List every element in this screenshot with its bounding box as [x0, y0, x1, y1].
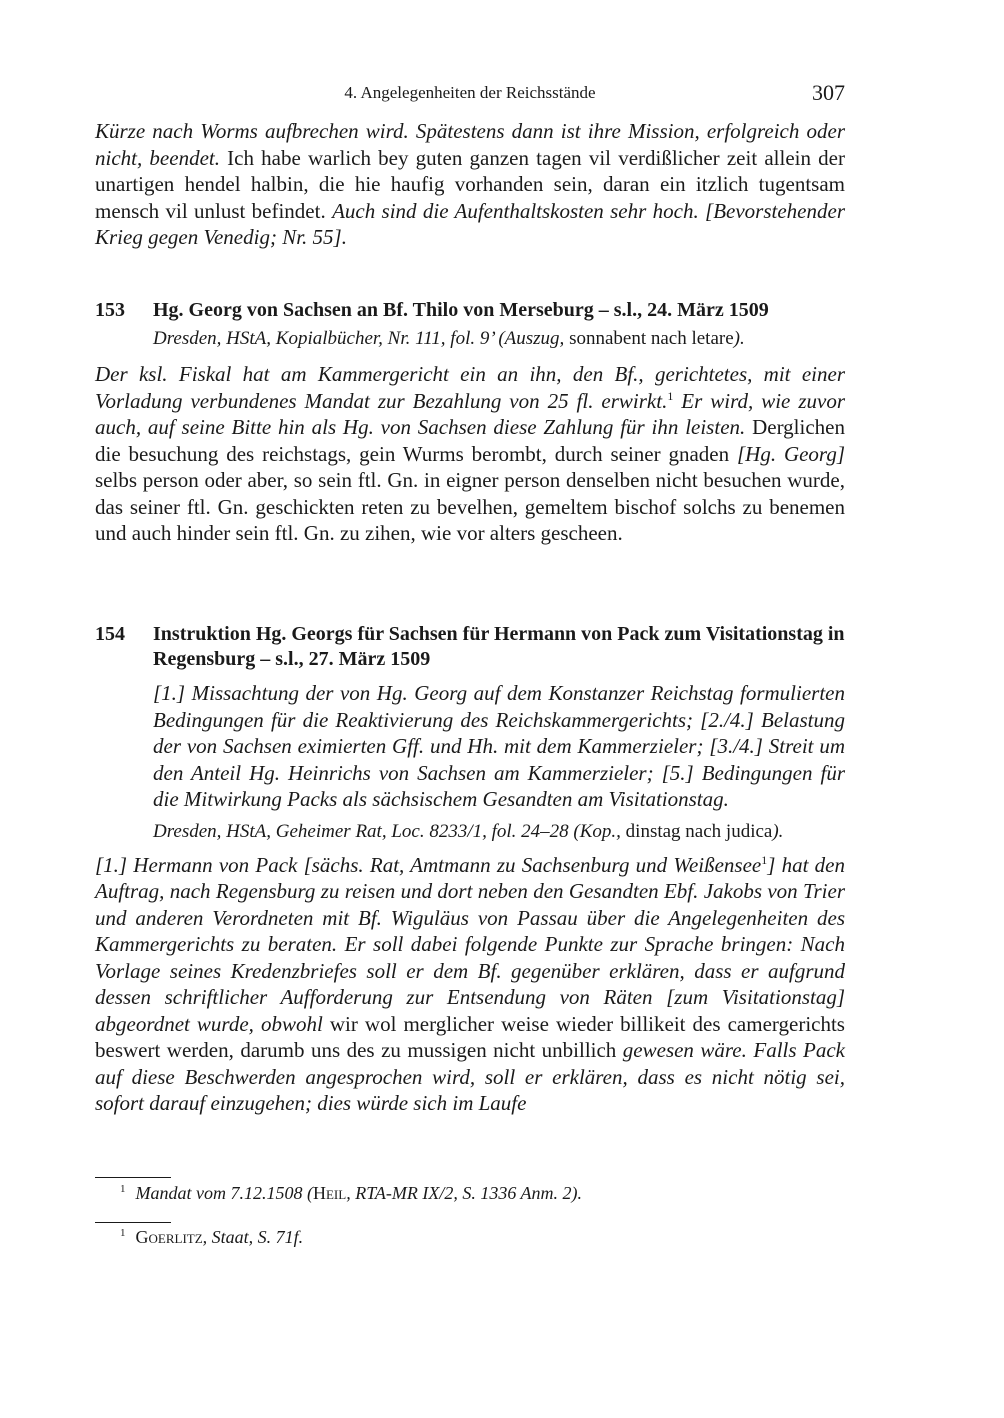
footnote-marker[interactable]: 1: [761, 852, 768, 867]
footnote-marker[interactable]: 1: [667, 388, 674, 403]
page-number: 307: [812, 80, 845, 105]
document-number: 153: [95, 299, 125, 321]
document-title: Instruktion Hg. Georgs für Sachsen für Hermann von Pack zum Visitationstag in Regensburg – s.l., 27. März 1509: [153, 623, 845, 670]
text-italic: Kürze nach Worms aufbrechen wird. Spätestens dann ist ihre Mission, erfolgreich oder nicht, beendet.: [95, 119, 845, 170]
source-reference: Dresden, HStA, Geheimer Rat, Loc. 8233/1, fol. 24–28 (Kop., dinstag nach judica).: [153, 820, 784, 842]
footnote-2: $^1$ Goerlitz, Staat, S. 71f.: [120, 1227, 304, 1247]
text-quote: Ich habe warlich bey guten ganzen tagen vil verdißlicher zeit allein der unartigen hendel halbin, die hie haufig vorhanden sein, daran ein itzlich tugentsam mensch vil unlust befindet.: [95, 145, 845, 223]
document-title: Hg. Georg von Sachsen an Bf. Thilo von Merseburg – s.l., 24. März 1509: [153, 299, 769, 321]
continuation-paragraph: [95, 118, 845, 251]
footnote-number: 1: [120, 1183, 126, 1195]
chapter-title: 4. Angelegenheiten der Reichsstände: [344, 83, 596, 102]
document-number: 154: [95, 623, 125, 645]
regest-summary: [1.] Missachtung der von Hg. Georg auf dem Konstanzer Reichstag formulierten Bedingungen für die Reaktivierung des Reichskammergerichts; [2./4.] Belastung der von Sachsen eximierten Gff. und Hh. mit dem Kammerzieler; [3./4.] Streit um den Anteil Hg. Heinrichs von Sachsen am Kammerzieler; [5.] Bedingungen für die Mitwirkung Packs als sächsischem Gesandten am Visitationstag.: [153, 681, 845, 811]
text-italic: Auch sind die Aufenthaltskosten sehr hoch. [Bevorstehender Krieg gegen Venedig; Nr. 55].: [95, 198, 845, 249]
source-reference: Dresden, HStA, Kopialbücher, Nr. 111, fol. 9’ (Auszug, sonnabent nach letare).: [153, 328, 745, 349]
running-head: [95, 80, 845, 106]
document-body: [1.] Hermann von Pack [sächs. Rat, Amtmann zu Sachsenburg und Weißensee$^1$] hat den Auftrag, nach Regensburg zu reisen und dort neben den Gesandten Ebf. Jakobs von Trier und anderen Verordneten mit Bf. Wiguläus von Passau über die Angelegenheiten des Kammergerichts zu beraten. Er soll dabei folgende Punkte zur Sprache bringen: Nach Vorlage seines Kredenzbriefes soll er dem Bf. gegenüber erklären, dass er aufgrund dessen schriftlicher Aufforderung zur Entsendung von Räten [zum Visitationstag] abgeordnet wurde, obwohl wir wol merglicher weise wieder billikeit des camergerichts beswert werden, darumb uns des zu mussigen nicht unbillich gewesen wäre. Falls Pack auf diese Beschwerden angesprochen wird, soll er erklären, dass es nicht nötig sei, sofort darauf einzugehen; dies würde sich im Laufe: [95, 852, 845, 1115]
footnote-rule: [95, 1222, 171, 1223]
footnote-number: 1: [120, 1227, 126, 1239]
document-body: Der ksl. Fiskal hat am Kammergericht ein an ihn, den Bf., gerichtetes, mit einer Vorladung verbundenes Mandat zur Bezahlung von 25 fl. erwirkt.$^1$ Er wird, wie zuvor auch, auf seine Bitte hin als Hg. von Sachsen diese Zahlung für ihn leisten. Derglichen die besuchung des reichstags, gein Wurms berombt, durch seiner gnaden [Hg. Georg] selbs person oder aber, so sein ftl. Gn. in eigner person denselben nicht besuchen wurde, das seiner ftl. Gn. geschickten reten zu bevelhen, gemeltem bischof solchs zu benemen und auch hinder sein ftl. Gn. zu zihen, wie vor alters gescheen.: [95, 362, 845, 545]
document-153: [95, 298, 845, 547]
document-heading: [95, 622, 845, 672]
document-154: [95, 622, 845, 1117]
footnote-rule: [95, 1177, 171, 1178]
footnote-1: $^1$ Mandat vom 7.12.1508 (Heil, RTA-MR IX/2, S. 1336 Anm. 2).: [120, 1183, 583, 1203]
document-heading: [95, 298, 845, 323]
